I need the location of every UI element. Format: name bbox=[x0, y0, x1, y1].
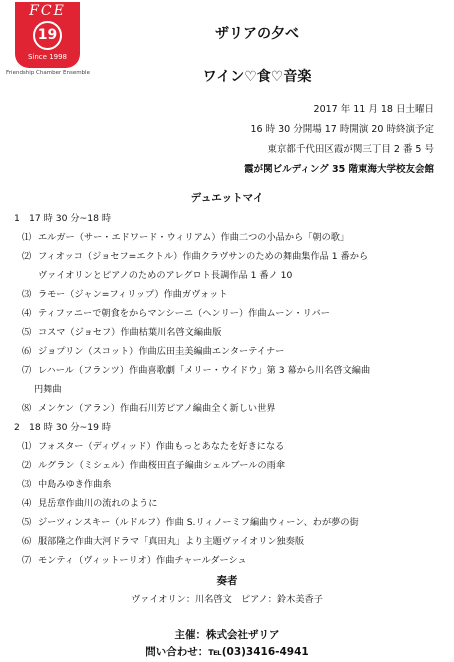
item-text: コスマ（ジョセフ）作曲枯葉川名啓文編曲版 bbox=[38, 327, 222, 338]
list-item bbox=[14, 456, 444, 475]
item-text: ラモー（ジャン=フィリップ）作曲ガヴォット bbox=[38, 289, 228, 300]
item-text: フィオッコ（ジョセフ=エクトル）作曲クラヴサンのための舞曲集作品 1 番から bbox=[38, 251, 369, 262]
item-number: ⑺ bbox=[22, 365, 32, 376]
logo-ensemble-name: Friendship Chamber Ensemble bbox=[6, 70, 90, 76]
item-number: ⑺ bbox=[22, 555, 32, 566]
list-item bbox=[14, 551, 444, 570]
page-subtitle: ワイン♡食♡音楽 bbox=[202, 69, 312, 85]
section-2-label: 2 18 時 30 分~19 時 bbox=[14, 422, 112, 433]
item-continuation: ヴァイオリンとピアノのためのアレグロト長調作品 1 番ノ 10 bbox=[38, 270, 293, 281]
contact: 問い合わせ：℡(03)3416-4941 bbox=[145, 646, 309, 658]
item-text: モンティ（ヴィットーリオ）作曲チャールダーシュ bbox=[38, 555, 247, 566]
performers-line: ヴァイオリン：川名啓文 ピアノ：鈴木美香子 bbox=[131, 594, 323, 605]
item-text: フォスター（ディヴィッド）作曲もっとあなたを好きになる bbox=[38, 441, 285, 452]
item-number: ⑶ bbox=[22, 289, 32, 300]
list-item bbox=[14, 513, 444, 532]
item-number: ⑻ bbox=[22, 403, 32, 414]
item-text: 見岳章作曲川の流れのように bbox=[38, 498, 158, 509]
list-item bbox=[14, 437, 444, 456]
item-number: ⑵ bbox=[22, 460, 32, 471]
item-text: メンケン（アラン）作曲石川芳ピアノ編曲全く新しい世界 bbox=[38, 403, 276, 414]
list-item bbox=[14, 247, 444, 266]
program-heading: デュエットマイ bbox=[190, 192, 264, 204]
item-text: ティファニーで朝食をからマンシーニ（ヘンリー）作曲ムーン・リバー bbox=[38, 308, 330, 319]
item-number: ⑷ bbox=[22, 498, 32, 509]
list-item bbox=[14, 285, 444, 304]
list-item bbox=[14, 342, 444, 361]
item-number: ⑷ bbox=[22, 308, 32, 319]
item-number: ⑵ bbox=[22, 251, 32, 262]
list-item bbox=[14, 304, 444, 323]
item-text: ジョプリン（スコット）作曲広田圭美編曲エンターテイナー bbox=[38, 346, 285, 357]
section-1-label: 1 17 時 30 分~18 時 bbox=[14, 213, 112, 224]
event-address: 東京都千代田区霞が関三丁目 2 番 5 号 bbox=[267, 144, 434, 155]
item-number: ⑹ bbox=[22, 346, 32, 357]
list-item bbox=[14, 532, 444, 551]
list-item bbox=[14, 475, 444, 494]
item-number: ⑴ bbox=[22, 232, 32, 243]
event-date: 2017 年 11 月 18 日土曜日 bbox=[313, 104, 434, 115]
page-title: ザリアの夕べ bbox=[215, 26, 299, 42]
logo-text: FCE bbox=[29, 3, 66, 19]
list-item bbox=[14, 228, 444, 247]
item-text: 服部隆之作曲大河ドラマ「真田丸」より主題ヴァイオリン独奏版 bbox=[38, 536, 305, 547]
performers-heading: 奏者 bbox=[216, 575, 238, 587]
item-number: ⑸ bbox=[22, 517, 32, 528]
item-text: レハール（フランツ）作曲喜歌劇「メリー・ウイドウ」第 3 幕から川名啓文編曲 bbox=[38, 365, 371, 376]
list-item bbox=[14, 494, 444, 513]
item-text: ジーツィンスキー（ルドルフ）作曲 S.リィノーミフ編曲ウィーン、わが夢の街 bbox=[38, 517, 359, 528]
event-venue: 霞が関ビルディング 35 階東海大学校友会館 bbox=[244, 164, 434, 175]
item-number: ⑴ bbox=[22, 441, 32, 452]
event-time: 16 時 30 分開場 17 時開演 20 時終演予定 bbox=[250, 124, 434, 135]
item-number: ⑹ bbox=[22, 536, 32, 547]
program-list bbox=[14, 209, 444, 570]
logo-since: Since 1998 bbox=[27, 53, 68, 61]
item-text: ルグラン（ミシェル）作曲桜田直子編曲シェルブールの雨傘 bbox=[38, 460, 286, 471]
host: 主催：株式会社ザリア bbox=[174, 629, 280, 641]
item-text: 中島みゆき作曲糸 bbox=[38, 479, 112, 490]
logo-number: 19 bbox=[33, 21, 62, 50]
item-number: ⑸ bbox=[22, 327, 32, 338]
item-text: エルガー（サー・エドワード・ウィリアム）作曲二つの小品から「朝の歌」 bbox=[38, 232, 350, 243]
list-item bbox=[14, 361, 444, 380]
item-continuation: 円舞曲 bbox=[34, 384, 62, 395]
item-number: ⑶ bbox=[22, 479, 32, 490]
list-item bbox=[14, 323, 444, 342]
list-item bbox=[14, 399, 444, 418]
